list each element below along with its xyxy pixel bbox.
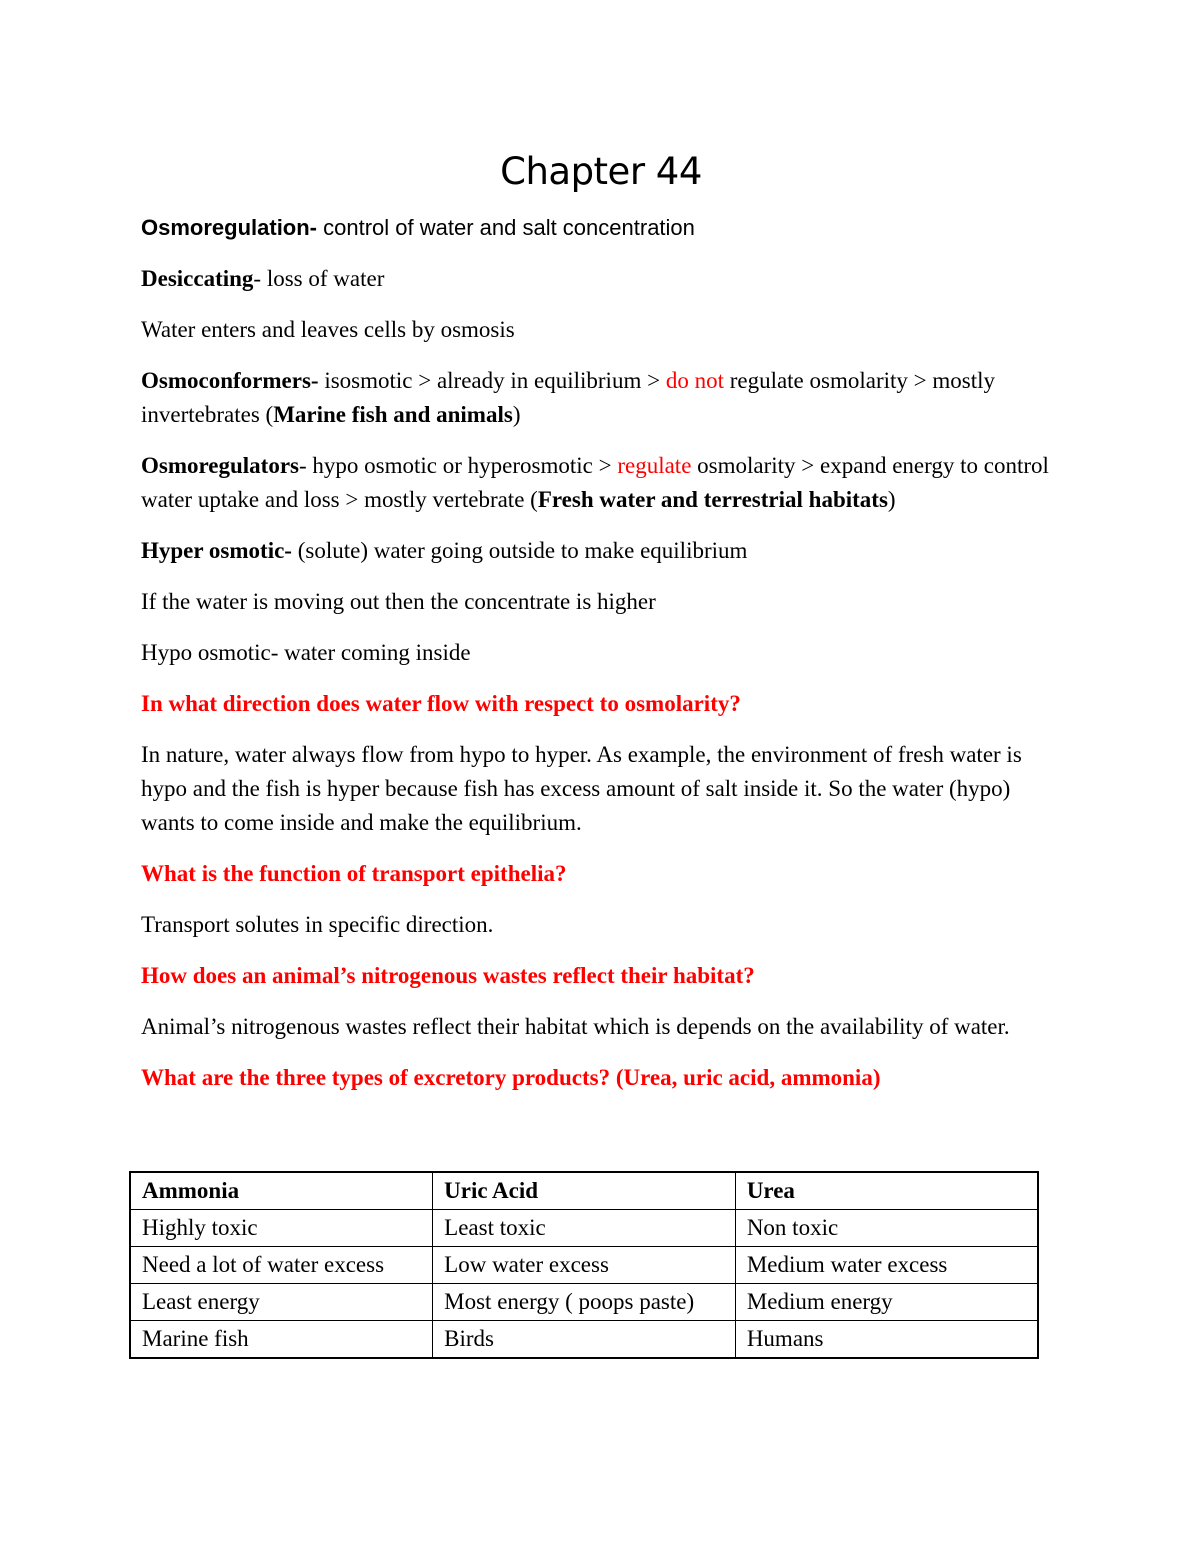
header-uric-acid: Uric Acid: [433, 1172, 736, 1210]
table-row: [130, 1321, 1038, 1359]
table-row: [130, 1247, 1038, 1284]
question-1: In what direction does water flow with respect to osmolarity?: [141, 691, 741, 716]
def-osmoregulation: control of water and salt concentration: [317, 215, 695, 240]
osmoconformers-text-2: regulate osmolarity > mostly invertebrates (: [141, 368, 995, 427]
definition-osmoregulators: [141, 449, 1061, 517]
note-water-enters: Water enters and leaves cells by osmosis: [141, 317, 515, 342]
table-cell: Need a lot of water excess: [130, 1247, 433, 1284]
answer-2: Transport solutes in specific direction.: [141, 912, 494, 937]
osmoconformers-highlight: do not: [665, 368, 724, 393]
table-cell: Non toxic: [735, 1210, 1038, 1247]
header-ammonia: Ammonia: [130, 1172, 433, 1210]
header-urea: Urea: [735, 1172, 1038, 1210]
osmoconformers-text-1: isosmotic > already in equilibrium >: [318, 368, 666, 393]
term-osmoconformers: Osmoconformers-: [141, 368, 319, 393]
table-row: [130, 1284, 1038, 1321]
osmoconformers-text-3: ): [512, 402, 521, 427]
term-osmoregulation: Osmoregulation-: [141, 215, 318, 240]
table-cell: Marine fish: [130, 1321, 433, 1359]
osmoconformers-bold: Marine fish and animals: [273, 402, 513, 427]
excretory-products-table: [129, 1171, 1039, 1359]
table-row: [130, 1210, 1038, 1247]
note-hypo-osmotic: Hypo osmotic- water coming inside: [141, 640, 471, 665]
table-cell: Most energy ( poops paste): [433, 1284, 736, 1321]
question-3: How does an animal’s nitrogenous wastes reflect their habitat?: [141, 963, 755, 988]
osmoregulators-text-3: ): [887, 487, 896, 512]
document-body: [141, 150, 1061, 1112]
note-water-moving-out: If the water is moving out then the concentrate is higher: [141, 589, 656, 614]
table-header-row: [130, 1172, 1038, 1210]
def-hyper-osmotic: (solute) water going outside to make equilibrium: [291, 538, 748, 563]
definition-desiccating: [141, 262, 1061, 296]
question-2: What is the function of transport epithelia?: [141, 861, 567, 886]
osmoregulators-text-2: osmolarity > expand energy to control water uptake and loss > mostly vertebrate (: [141, 453, 1049, 512]
table-cell: Medium energy: [735, 1284, 1038, 1321]
table-cell: Medium water excess: [735, 1247, 1038, 1284]
question-4: What are the three types of excretory products? (Urea, uric acid, ammonia): [141, 1065, 881, 1090]
table-cell: Least energy: [130, 1284, 433, 1321]
def-desiccating: - loss of water: [253, 266, 385, 291]
definition-hyper-osmotic: [141, 534, 1061, 568]
page-title: Chapter 44: [500, 150, 702, 193]
definition-osmoconformers: [141, 364, 1061, 432]
answer-3: Animal’s nitrogenous wastes reflect their habitat which is depends on the availability of water.: [141, 1014, 1010, 1039]
osmoregulators-text-1: - hypo osmotic or hyperosmotic >: [299, 453, 618, 478]
table-cell: Low water excess: [433, 1247, 736, 1284]
term-desiccating: Desiccating: [141, 266, 254, 291]
term-osmoregulators: Osmoregulators: [141, 453, 300, 478]
answer-1: In nature, water always flow from hypo to hyper. As example, the environment of fresh water is hypo and the fish is hyper because fish has excess amount of salt inside it. So the water (hypo) wants to come inside and make the equilibrium.: [141, 742, 1022, 835]
osmoregulators-bold: Fresh water and terrestrial habitats: [537, 487, 888, 512]
table-cell: Least toxic: [433, 1210, 736, 1247]
table-cell: Birds: [433, 1321, 736, 1359]
osmoregulators-highlight: regulate: [617, 453, 692, 478]
definition-osmoregulation: [141, 211, 1061, 245]
term-hyper-osmotic: Hyper osmotic-: [141, 538, 292, 563]
table-cell: Humans: [735, 1321, 1038, 1359]
table-cell: Highly toxic: [130, 1210, 433, 1247]
